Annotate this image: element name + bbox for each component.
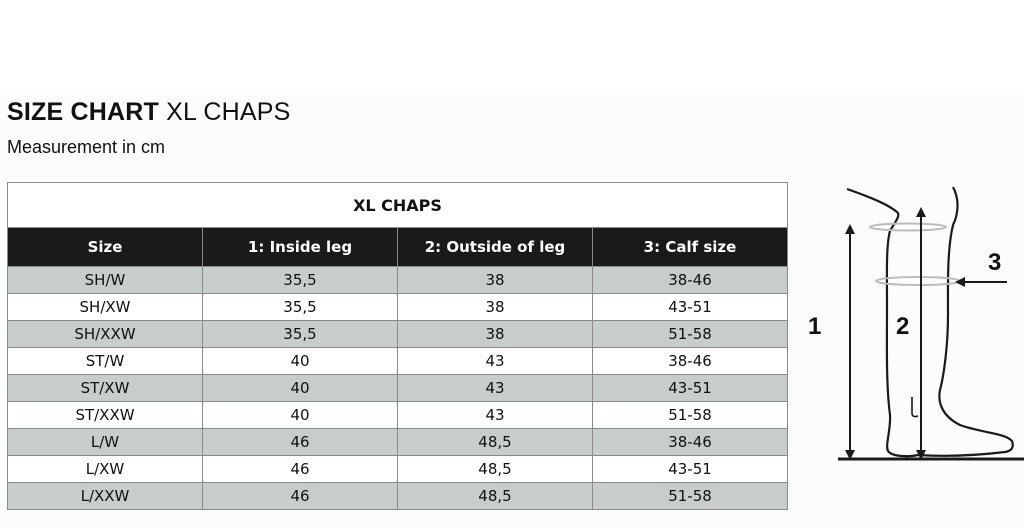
cell-calf-size: 51-58 bbox=[593, 483, 788, 510]
cell-outside-leg: 48,5 bbox=[398, 483, 593, 510]
cell-outside-leg: 43 bbox=[398, 402, 593, 429]
column-header-inside-leg: 1: Inside leg bbox=[203, 228, 398, 267]
cell-outside-leg: 43 bbox=[398, 348, 593, 375]
cell-inside-leg: 35,5 bbox=[203, 321, 398, 348]
table-row bbox=[8, 267, 788, 294]
label-outside-leg: 2 bbox=[896, 313, 910, 340]
heel-mark bbox=[912, 397, 918, 417]
cell-inside-leg: 35,5 bbox=[203, 267, 398, 294]
cell-inside-leg: 40 bbox=[203, 375, 398, 402]
cell-calf-size: 51-58 bbox=[593, 402, 788, 429]
cell-size: ST/XXW bbox=[8, 402, 203, 429]
cell-inside-leg: 40 bbox=[203, 402, 398, 429]
page-subtitle: Measurement in cm bbox=[7, 137, 166, 157]
cell-calf-size: 43-51 bbox=[593, 294, 788, 321]
leg-illustration bbox=[800, 175, 1024, 475]
cell-calf-size: 43-51 bbox=[593, 375, 788, 402]
cell-outside-leg: 48,5 bbox=[398, 429, 593, 456]
cell-calf-size: 51-58 bbox=[593, 321, 788, 348]
label-calf: 3 bbox=[988, 249, 1002, 276]
table-caption: XL CHAPS bbox=[8, 183, 788, 228]
table-row bbox=[8, 456, 788, 483]
cell-size: ST/XW bbox=[8, 375, 203, 402]
cell-size: SH/XW bbox=[8, 294, 203, 321]
cell-inside-leg: 35,5 bbox=[203, 294, 398, 321]
size-table bbox=[7, 182, 788, 510]
cell-size: L/XXW bbox=[8, 483, 203, 510]
table-row bbox=[8, 429, 788, 456]
page-title bbox=[7, 98, 290, 127]
column-header-size: Size bbox=[8, 228, 203, 267]
cell-outside-leg: 38 bbox=[398, 321, 593, 348]
cell-outside-leg: 38 bbox=[398, 294, 593, 321]
cell-inside-leg: 40 bbox=[203, 348, 398, 375]
column-header-calf-size: 3: Calf size bbox=[593, 228, 788, 267]
cell-calf-size: 38-46 bbox=[593, 429, 788, 456]
cell-size: ST/W bbox=[8, 348, 203, 375]
table-row bbox=[8, 294, 788, 321]
cell-outside-leg: 43 bbox=[398, 375, 593, 402]
cell-inside-leg: 46 bbox=[203, 429, 398, 456]
cell-outside-leg: 48,5 bbox=[398, 456, 593, 483]
title-rest: XL CHAPS bbox=[159, 98, 291, 126]
table-row bbox=[8, 483, 788, 510]
cell-size: L/XW bbox=[8, 456, 203, 483]
cell-calf-size: 38-46 bbox=[593, 267, 788, 294]
table-header-row bbox=[8, 228, 788, 267]
column-header-outside-leg: 2: Outside of leg bbox=[398, 228, 593, 267]
title-bold: SIZE CHART bbox=[7, 98, 159, 126]
cell-size: SH/XXW bbox=[8, 321, 203, 348]
table-row bbox=[8, 321, 788, 348]
cell-calf-size: 38-46 bbox=[593, 348, 788, 375]
cell-size: SH/W bbox=[8, 267, 203, 294]
top-ring bbox=[870, 224, 946, 231]
table-row bbox=[8, 375, 788, 402]
cell-calf-size: 43-51 bbox=[593, 456, 788, 483]
label-inside-leg: 1 bbox=[808, 313, 822, 340]
table-row bbox=[8, 348, 788, 375]
cell-inside-leg: 46 bbox=[203, 483, 398, 510]
leg-back-outline bbox=[918, 187, 1013, 456]
cell-inside-leg: 46 bbox=[203, 456, 398, 483]
leg-measurement-diagram bbox=[800, 175, 1024, 475]
table-row bbox=[8, 402, 788, 429]
cell-size: L/W bbox=[8, 429, 203, 456]
cell-outside-leg: 38 bbox=[398, 267, 593, 294]
